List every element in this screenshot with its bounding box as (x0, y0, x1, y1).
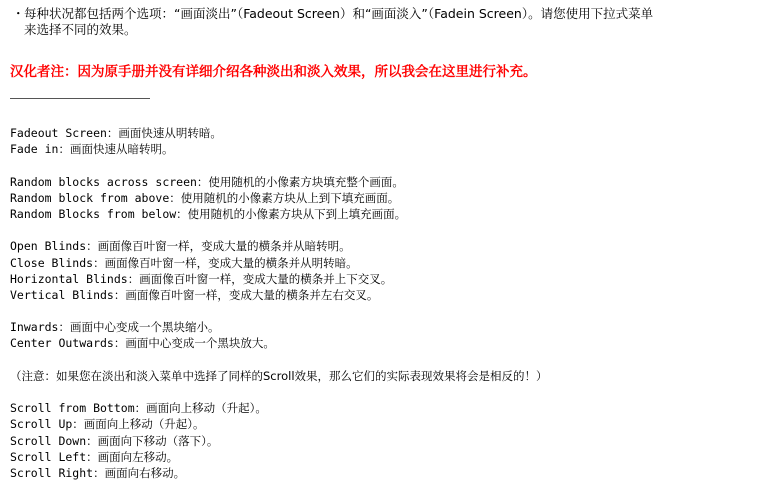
effect-line: Random block from above：使用随机的小像素方块从上到下填充画面。 (10, 190, 400, 205)
effect-line: Vertical Blinds：画面像百叶窗一样，变成大量的横条并左右交叉。 (10, 287, 379, 302)
effect-line: Scroll Left：画面向左移动。 (10, 449, 179, 464)
effect-line: Horizontal Blinds：画面像百叶窗一样，变成大量的横条并上下交叉。 (10, 271, 393, 286)
intro-line-1 (12, 6, 762, 22)
effect-line: Random blocks across screen：使用随机的小像素方块填充整个画面。 (10, 174, 404, 189)
effect-line: Scroll Right：画面向右移动。 (10, 465, 186, 480)
blinds-group (10, 238, 765, 303)
effects-list (10, 125, 765, 481)
effect-line: Inwards：画面中心变成一个黑块缩小。 (10, 320, 220, 335)
translator-note: 汉化者注：因为原手册并没有详细介绍各种淡出和淡入效果，所以我会在这里进行补充。 (10, 64, 537, 80)
center-group (10, 319, 765, 351)
effect-line: Open Blinds：画面像百叶窗一样，变成大量的横条并从暗转明。 (10, 239, 351, 254)
intro-line-2: 来选择不同的效果。 (24, 22, 137, 37)
random-blocks-group (10, 174, 765, 223)
scroll-notice: （注意：如果您在淡出和淡入菜单中选择了同样的Scroll效果，那么它们的实际表现效果将会是相反的！） (10, 368, 548, 383)
effect-line: Fade in：画面快速从暗转明。 (10, 142, 174, 157)
effect-line: Random Blocks from below：使用随机的小像素方块从下到上填充画面。 (10, 206, 407, 221)
effect-line: Center Outwards：画面中心变成一个黑块放大。 (10, 336, 275, 351)
intro-paragraph (12, 6, 762, 38)
bullet-icon: ・ (12, 6, 25, 21)
divider (10, 98, 150, 99)
intro-text-1: 每种状况都包括两个选项：“画面淡出”（Fadeout Screen）和“画面淡入”（Fadein Screen）。请您使用下拉式菜单 (24, 6, 654, 21)
effect-line: Scroll Up：画面向上移动（升起）。 (10, 417, 205, 432)
effect-line: Fadeout Screen：画面快速从明转暗。 (10, 126, 222, 140)
effect-line: Scroll from Bottom：画面向上移动（升起）。 (10, 401, 267, 416)
scroll-group (10, 400, 765, 481)
effect-line: Close Blinds：画面像百叶窗一样，变成大量的横条并从明转暗。 (10, 255, 358, 270)
fade-group (10, 125, 765, 157)
notice-group (10, 368, 765, 384)
effect-line: Scroll Down：画面向下移动（落下）。 (10, 433, 219, 448)
